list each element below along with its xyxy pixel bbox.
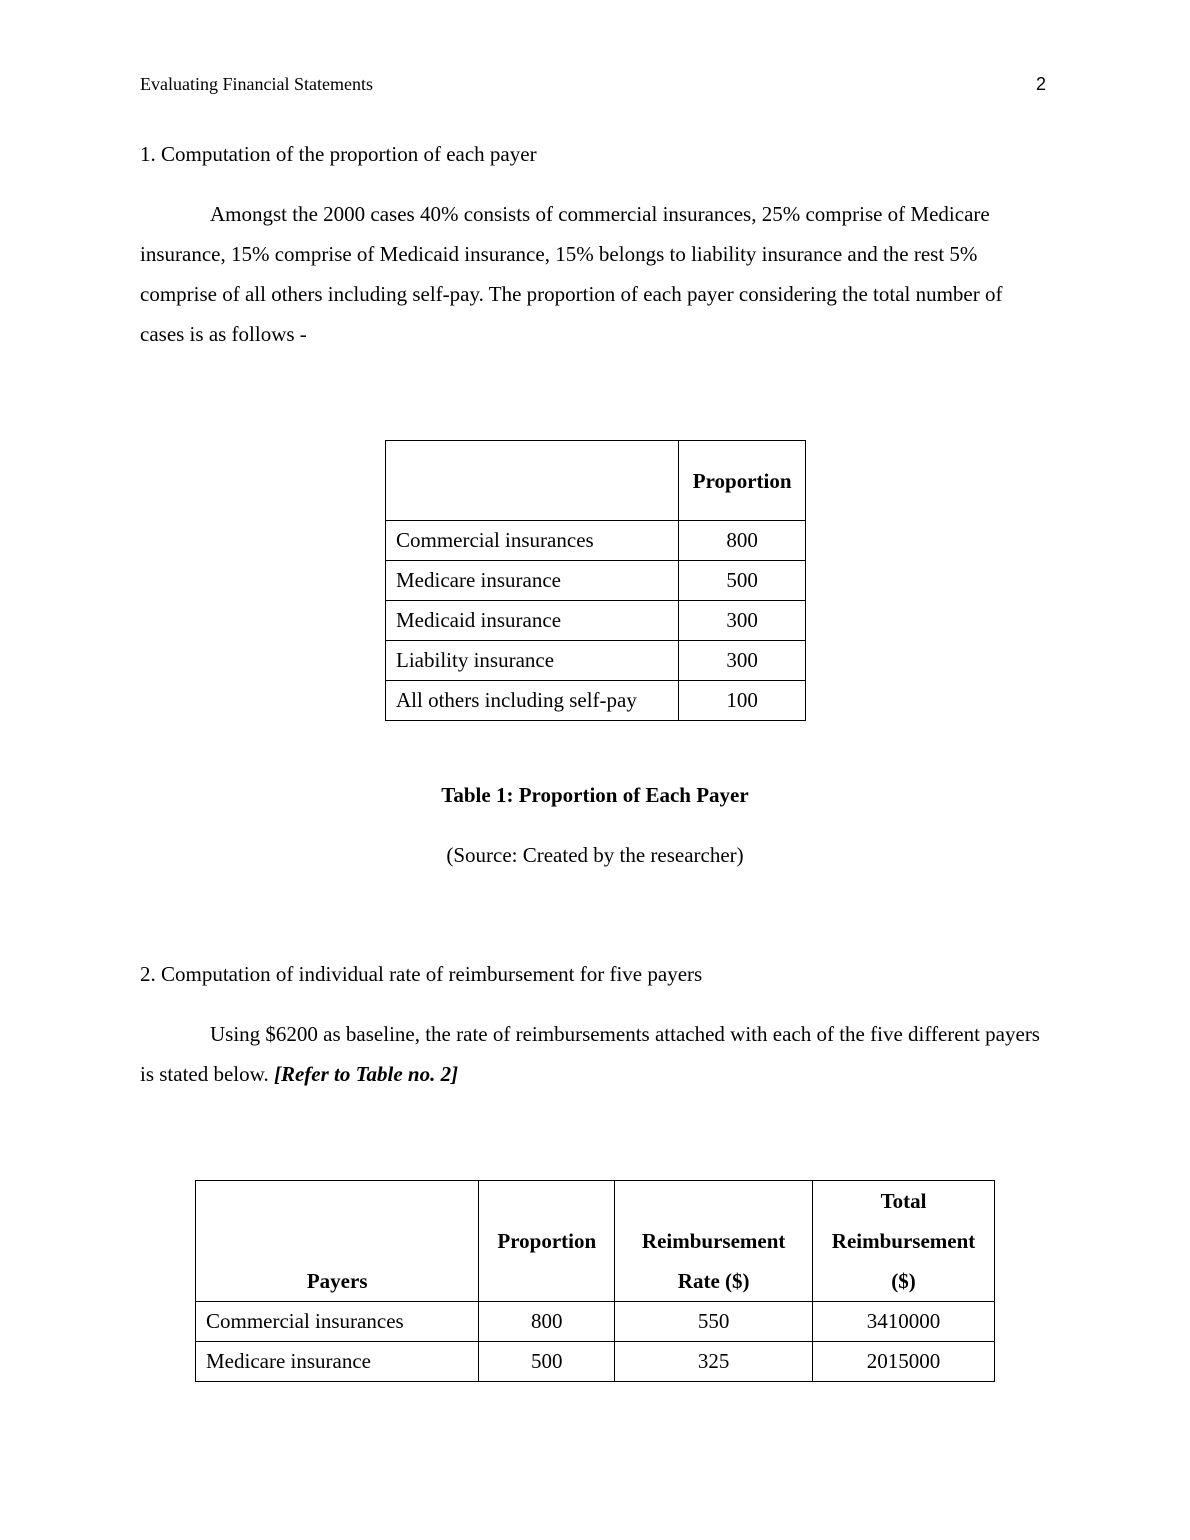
reimbursement-rate: 325 <box>615 1342 813 1382</box>
table1-source: (Source: Created by the researcher) <box>446 843 744 867</box>
payer-proportion: 500 <box>679 561 806 601</box>
header-reimbursement-rate: Reimbursement Rate ($) <box>615 1181 813 1302</box>
header-proportion: Proportion <box>479 1181 615 1302</box>
table-row <box>386 521 806 561</box>
table-row <box>196 1302 995 1342</box>
payer-name: Commercial insurances <box>196 1302 479 1342</box>
table-row <box>386 641 806 681</box>
payer-proportion: 300 <box>679 601 806 641</box>
table-reference: [Refer to Table no. 2] <box>273 1062 459 1086</box>
table-row <box>386 681 806 721</box>
table-header-row <box>196 1181 995 1302</box>
payer-name: Medicare insurance <box>196 1342 479 1382</box>
reimbursement-rate: 550 <box>615 1302 813 1342</box>
payer-name: Medicaid insurance <box>386 601 679 641</box>
reimbursement-table <box>195 1180 995 1382</box>
table-header-row <box>386 441 806 521</box>
proportion-table <box>385 440 806 721</box>
running-header-title: Evaluating Financial Statements <box>140 74 373 94</box>
page-number: 2 <box>1035 74 1046 94</box>
payer-proportion: 500 <box>479 1342 615 1382</box>
section2-heading: 2. Computation of individual rate of reimbursement for five payers <box>140 962 703 986</box>
payer-proportion: 800 <box>679 521 806 561</box>
payer-name: Liability insurance <box>386 641 679 681</box>
payer-proportion: 100 <box>679 681 806 721</box>
header-payers: Payers <box>196 1181 479 1302</box>
header-blank-cell <box>386 441 679 521</box>
total-reimbursement: 2015000 <box>813 1342 995 1382</box>
table-row <box>386 561 806 601</box>
payer-proportion: 800 <box>479 1302 615 1342</box>
section2-paragraph <box>140 1014 1040 1094</box>
total-reimbursement: 3410000 <box>813 1302 995 1342</box>
table-row <box>196 1342 995 1382</box>
header-proportion: Proportion <box>679 441 806 521</box>
section1-paragraph-text: Amongst the 2000 cases 40% consists of commercial insurances, 25% comprise of Medicare insurance, 15% comprise of Medicaid insurance, 15% belongs to liability insurance and the rest 5% comprise of all others including self-pay. The proportion of each payer considering the total number of cases is as follows - <box>140 202 1003 346</box>
header-total-reimbursement: Total Reimbursement ($) <box>813 1181 995 1302</box>
section1-paragraph <box>140 194 1040 354</box>
payer-name: Medicare insurance <box>386 561 679 601</box>
section1-heading: 1. Computation of the proportion of each payer <box>140 142 537 166</box>
table1-caption: Table 1: Proportion of Each Payer <box>441 783 749 807</box>
payer-name: All others including self-pay <box>386 681 679 721</box>
table-row <box>386 601 806 641</box>
payer-proportion: 300 <box>679 641 806 681</box>
payer-name: Commercial insurances <box>386 521 679 561</box>
section2-paragraph-text: Using $6200 as baseline, the rate of reimbursements attached with each of the five different payers is stated below. <box>140 1022 1040 1086</box>
